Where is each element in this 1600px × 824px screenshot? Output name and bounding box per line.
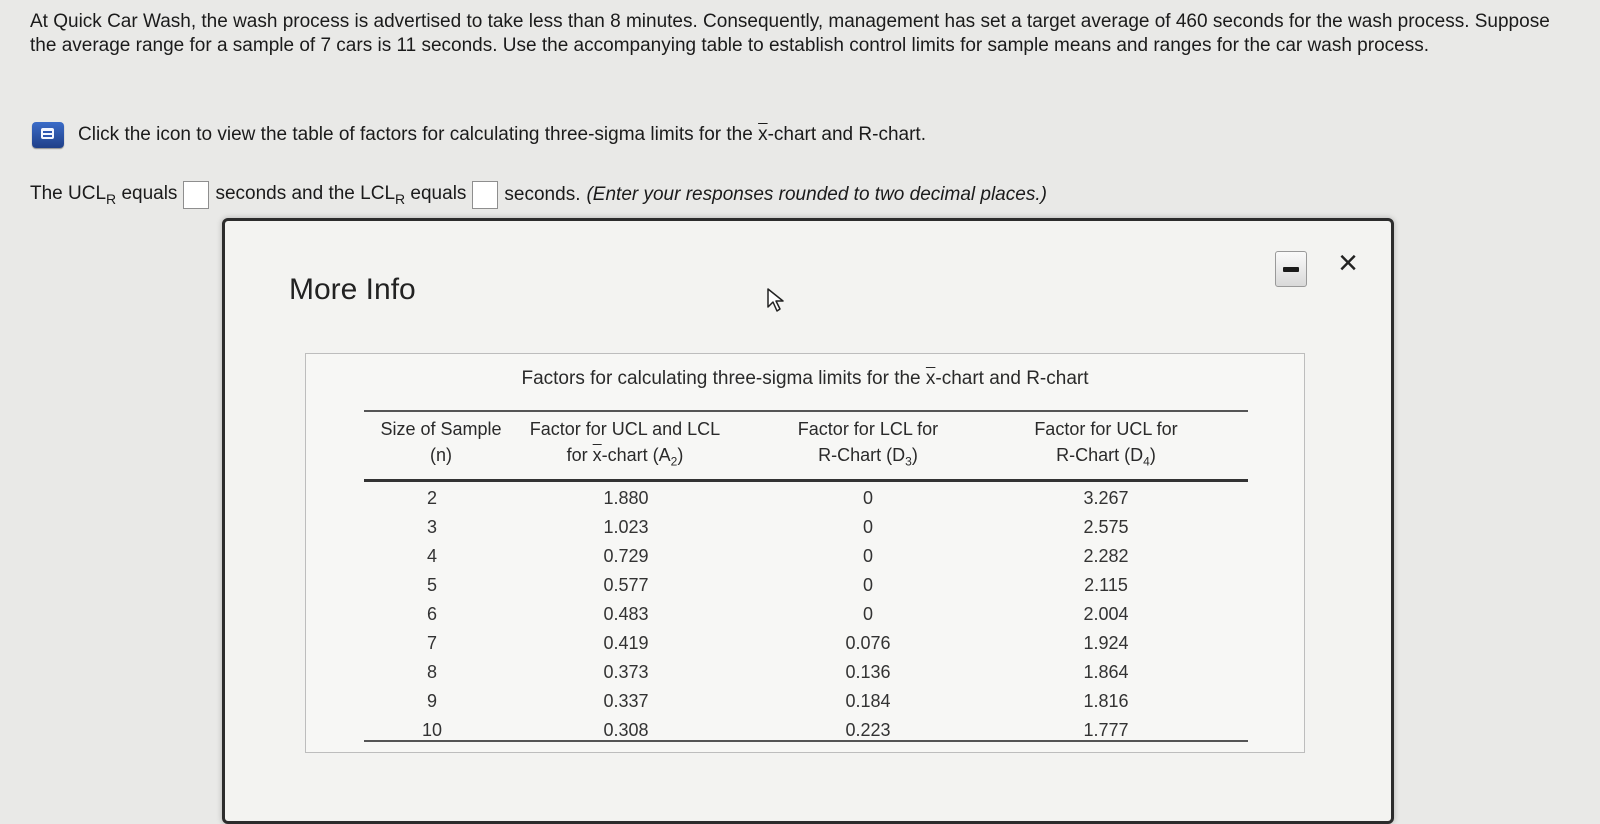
table-cell: 9 [426, 691, 437, 711]
table-top-rule [364, 410, 1248, 412]
table-cell: 0.419 [603, 633, 649, 653]
table-caption: Factors for calculating three-sigma limits for the $\overline{x}$-chart and R-chart [521, 368, 1089, 389]
factors-table [305, 353, 1305, 753]
table-cell: 6 [426, 604, 437, 624]
table-cell: 0 [862, 575, 873, 595]
lcl-r-input[interactable] [472, 181, 498, 209]
header-sample-size: Size of Sample (n) [380, 419, 502, 465]
table-cell: 0.136 [845, 662, 891, 682]
table-cell: 7 [426, 633, 437, 653]
table-cell: 0.308 [603, 720, 649, 740]
table-cell: 1.777 [1083, 720, 1129, 740]
table-cell: 10 [421, 720, 443, 740]
table-cell: 0 [862, 546, 873, 566]
table-cell: 2.004 [1083, 604, 1129, 624]
table-header-rule [364, 479, 1248, 482]
table-hint-row [32, 121, 926, 149]
table-cell: 0.577 [603, 575, 649, 595]
column-d3 [828, 484, 908, 745]
more-info-dialog [222, 218, 1394, 824]
table-cell: 2.282 [1083, 546, 1129, 566]
table-cell: 0.223 [845, 720, 891, 740]
rounding-instruction: (Enter your responses rounded to two decimal places.) [586, 184, 1047, 205]
table-cell: 0 [862, 604, 873, 624]
table-cell: 1.023 [603, 517, 649, 537]
table-cell: 0.729 [603, 546, 649, 566]
table-cell: 1.864 [1083, 662, 1129, 682]
table-cell: 1.816 [1083, 691, 1129, 711]
table-cell: 5 [426, 575, 437, 595]
header-d3: Factor for LCL for R-Chart $(D_3)$ [797, 419, 939, 469]
table-cell: 0.337 [603, 691, 649, 711]
ucl-label: The $UCL_R$ equals [30, 183, 178, 207]
minimize-button[interactable] [1275, 251, 1307, 287]
header-a2: Factor for UCL and LCL for $\overline{x}$-chart $(A_2)$ [529, 419, 721, 469]
table-cell: 0.483 [603, 604, 649, 624]
table-cell: 2.115 [1084, 575, 1128, 595]
answer-row [30, 180, 1047, 210]
column-d4 [1066, 484, 1146, 745]
problem-statement: At Quick Car Wash, the wash process is advertised to take less than 8 minutes. Consequently, management has set a target average of 460 seconds for the wash process. Suppose the average range for a sample of 7 cars is 11 seconds. Use the accompanying table to establish control limits for sample means and ranges for the car wash process. [30, 11, 1550, 56]
table-hint-text: Click the icon to view the table of factors for calculating three-sigma limits for the $\overline{x}$-chart and R-chart. [78, 124, 926, 145]
table-cell: 0.076 [845, 633, 891, 653]
table-cell: 8 [426, 662, 437, 682]
table-cell: 0.184 [845, 691, 891, 711]
table-cell: 1.880 [603, 488, 649, 508]
column-n [410, 484, 454, 745]
seconds-label: seconds. [504, 184, 581, 205]
close-button[interactable]: × [1338, 244, 1358, 282]
table-cell: 2.575 [1083, 517, 1129, 537]
ucl-r-input[interactable] [183, 181, 209, 209]
table-cell: 3.267 [1083, 488, 1129, 508]
header-d4: Factor for UCL for R-Chart $(D_4)$ [1034, 419, 1178, 469]
cursor-icon [765, 287, 787, 313]
table-cell: 0 [862, 517, 873, 537]
table-cell: 4 [426, 546, 437, 566]
dialog-title: More Info [289, 273, 416, 306]
table-cell: 3 [426, 517, 437, 537]
table-cell: 1.924 [1083, 633, 1129, 653]
table-cell: 0.373 [603, 662, 649, 682]
lcl-label: seconds and the $LCL_R$ equals [215, 183, 467, 207]
column-a2 [586, 484, 666, 745]
table-cell: 2 [426, 488, 437, 508]
book-icon[interactable] [32, 122, 64, 148]
table-cell: 0 [862, 488, 873, 508]
